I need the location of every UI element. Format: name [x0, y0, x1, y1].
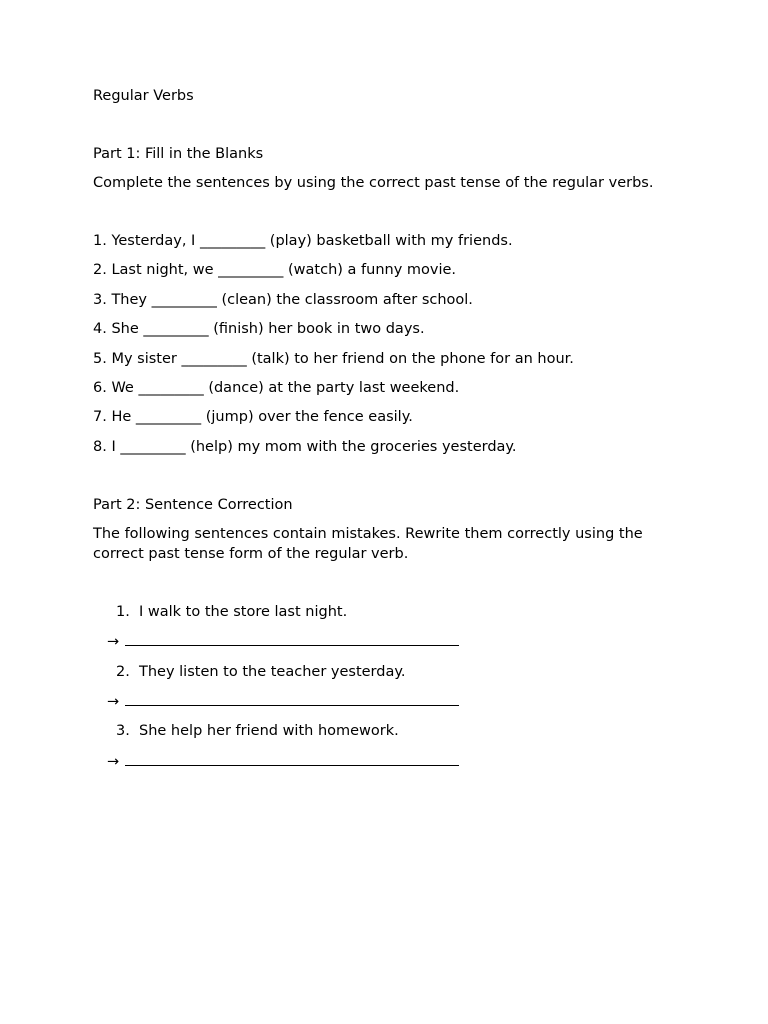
arrow-right-icon: → [107, 693, 120, 710]
arrow-right-icon: → [107, 634, 120, 651]
part1-heading: Part 1: Fill in the Blanks [93, 146, 264, 162]
part2-item [93, 602, 673, 622]
part2-instructions: The following sentences contain mistakes. Rewrite them correctly using the correct past tense form of the regular verb. [93, 525, 648, 562]
answer-line [93, 631, 673, 652]
part1-item: 4. She _________ (finish) her book in two days. [93, 321, 425, 338]
part2-item-number: 3. [116, 723, 130, 740]
answer-line [93, 751, 673, 772]
part1-item: 7. He _________ (jump) over the fence easily. [93, 409, 413, 426]
part1-item: 2. Last night, we _________ (watch) a funny movie. [93, 262, 457, 279]
part2-item-number: 1. [116, 603, 130, 620]
part1-item: 1. Yesterday, I _________ (play) basketball with my friends. [93, 233, 513, 249]
answer-line [93, 691, 673, 712]
part2-item-text: They listen to the teacher yesterday. [139, 663, 406, 680]
part2-list [93, 602, 673, 772]
part2-item [93, 662, 673, 682]
part1-item: 5. My sister _________ (talk) to her friend on the phone for an hour. [93, 350, 574, 367]
arrow-right-icon: → [107, 753, 120, 770]
part1-item: 6. We _________ (dance) at the party last weekend. [93, 379, 460, 396]
answer-blank[interactable] [125, 631, 459, 646]
answer-blank[interactable] [125, 751, 459, 766]
part2-item-text: I walk to the store last night. [139, 603, 348, 620]
part2-item-number: 2. [116, 663, 130, 680]
part1-item: 8. I _________ (help) my mom with the groceries yesterday. [93, 438, 517, 455]
part1-list [93, 231, 673, 457]
part1-instructions: Complete the sentences by using the correct past tense of the regular verbs. [93, 175, 654, 191]
part1-item: 3. They _________ (clean) the classroom after school. [93, 291, 473, 308]
answer-blank[interactable] [125, 691, 459, 706]
part2-item [93, 721, 673, 741]
part2-heading: Part 2: Sentence Correction [93, 496, 293, 513]
part2-item-text: She help her friend with homework. [139, 723, 399, 740]
worksheet-page [93, 86, 673, 781]
document-title: Regular Verbs [93, 88, 194, 104]
